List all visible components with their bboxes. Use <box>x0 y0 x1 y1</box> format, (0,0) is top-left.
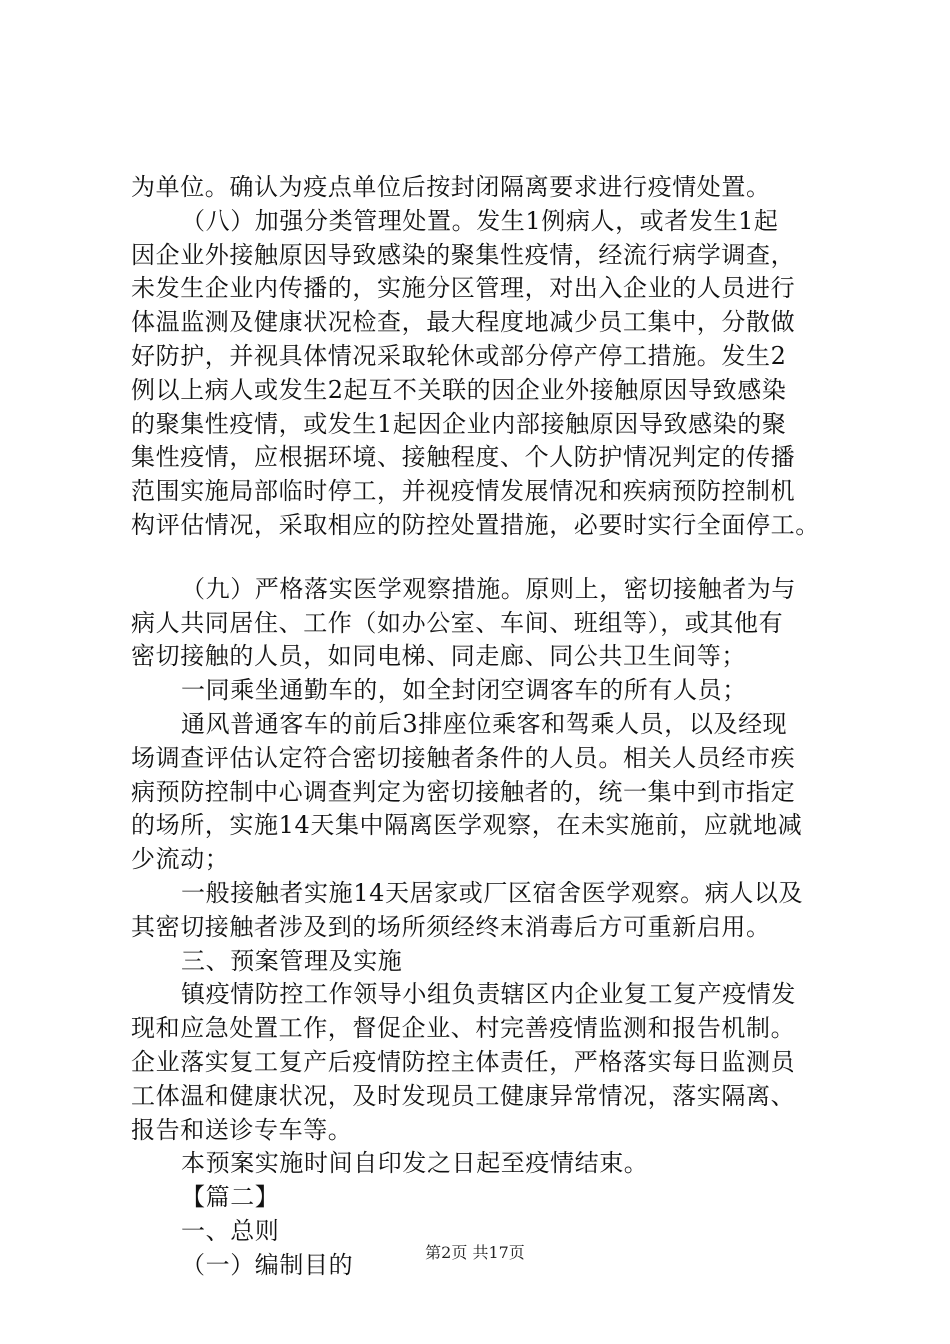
text-line: 一般接触者实施14天居家或厂区宿舍医学观察。病人以及 <box>181 878 804 907</box>
text-line: 其密切接触者涉及到的场所须经终末消毒后方可重新启用。 <box>131 912 771 941</box>
section-heading: 【篇二】 <box>181 1183 280 1212</box>
text-line: 体温监测及健康状况检查，最大程度地减少员工集中，分散做 <box>131 308 796 337</box>
text-line: 本预案实施时间自印发之日起至疫情结束。 <box>181 1149 649 1178</box>
text-line: 报告和送诊专车等。 <box>131 1115 353 1144</box>
text-line: 病人共同居住、工作（如办公室、车间、班组等），或其他有 <box>131 608 784 637</box>
text-line: （八）加强分类管理处置。发生1例病人，或者发生1起 <box>181 206 779 235</box>
text-line: 因企业外接触原因导致感染的聚集性疫情，经流行病学调查， <box>131 240 796 269</box>
section-heading: 一、总则 <box>181 1216 280 1245</box>
text-line: 病预防控制中心调查判定为密切接触者的，统一集中到市指定 <box>131 777 796 806</box>
text-line: 镇疫情防控工作领导小组负责辖区内企业复工复产疫情发 <box>181 980 796 1009</box>
text-line: 例以上病人或发生2起互不关联的因企业外接触原因导致感染 <box>131 375 787 404</box>
document-body <box>131 171 843 1283</box>
text-line: 好防护，并视具体情况采取轮休或部分停产停工措施。发生2 <box>131 341 787 370</box>
text-line: 集性疫情，应根据环境、接触程度、个人防护情况判定的传播 <box>131 443 796 472</box>
text-line: 现和应急处置工作，督促企业、村完善疫情监测和报告机制。 <box>131 1014 796 1043</box>
text-line: 场调查评估认定符合密切接触者条件的人员。相关人员经市疾 <box>131 743 796 772</box>
section-heading: 三、预案管理及实施 <box>181 946 403 975</box>
text-line: 少流动； <box>131 845 230 874</box>
text-line: 密切接触的人员，如同电梯、同走廊、同公共卫生间等； <box>131 642 746 671</box>
text-line: 的场所，实施14天集中隔离医学观察，在未实施前，应就地减 <box>131 811 803 840</box>
section-heading: （一）编制目的 <box>181 1250 354 1279</box>
text-line: 一同乘坐通勤车的，如全封闭空调客车的所有人员； <box>181 676 747 705</box>
text-line: 为单位。确认为疫点单位后按封闭隔离要求进行疫情处置。 <box>131 173 771 201</box>
text-line: 通风普通客车的前后3排座位乘客和驾乘人员，以及经现 <box>181 709 788 738</box>
text-line: （九）严格落实医学观察措施。原则上，密切接触者为与 <box>181 574 796 603</box>
text-line: 未发生企业内传播的，实施分区管理，对出入企业的人员进行 <box>131 274 796 303</box>
text-line: 企业落实复工复产后疫情防控主体责任，严格落实每日监测员 <box>131 1047 796 1076</box>
text-line: 工体温和健康状况，及时发现员工健康异常情况，落实隔离、 <box>131 1081 796 1110</box>
paragraph-gap <box>131 543 843 573</box>
page-number: 第2页 共17页 <box>425 1243 525 1262</box>
text-line: 范围实施局部临时停工，并视疫情发展情况和疾病预防控制机 <box>131 477 796 506</box>
text-line: 的聚集性疫情，或发生1起因企业内部接触原因导致感染的聚 <box>131 409 787 438</box>
text-line: 构评估情况，采取相应的防控处置措施，必要时实行全面停工。 <box>131 510 820 539</box>
